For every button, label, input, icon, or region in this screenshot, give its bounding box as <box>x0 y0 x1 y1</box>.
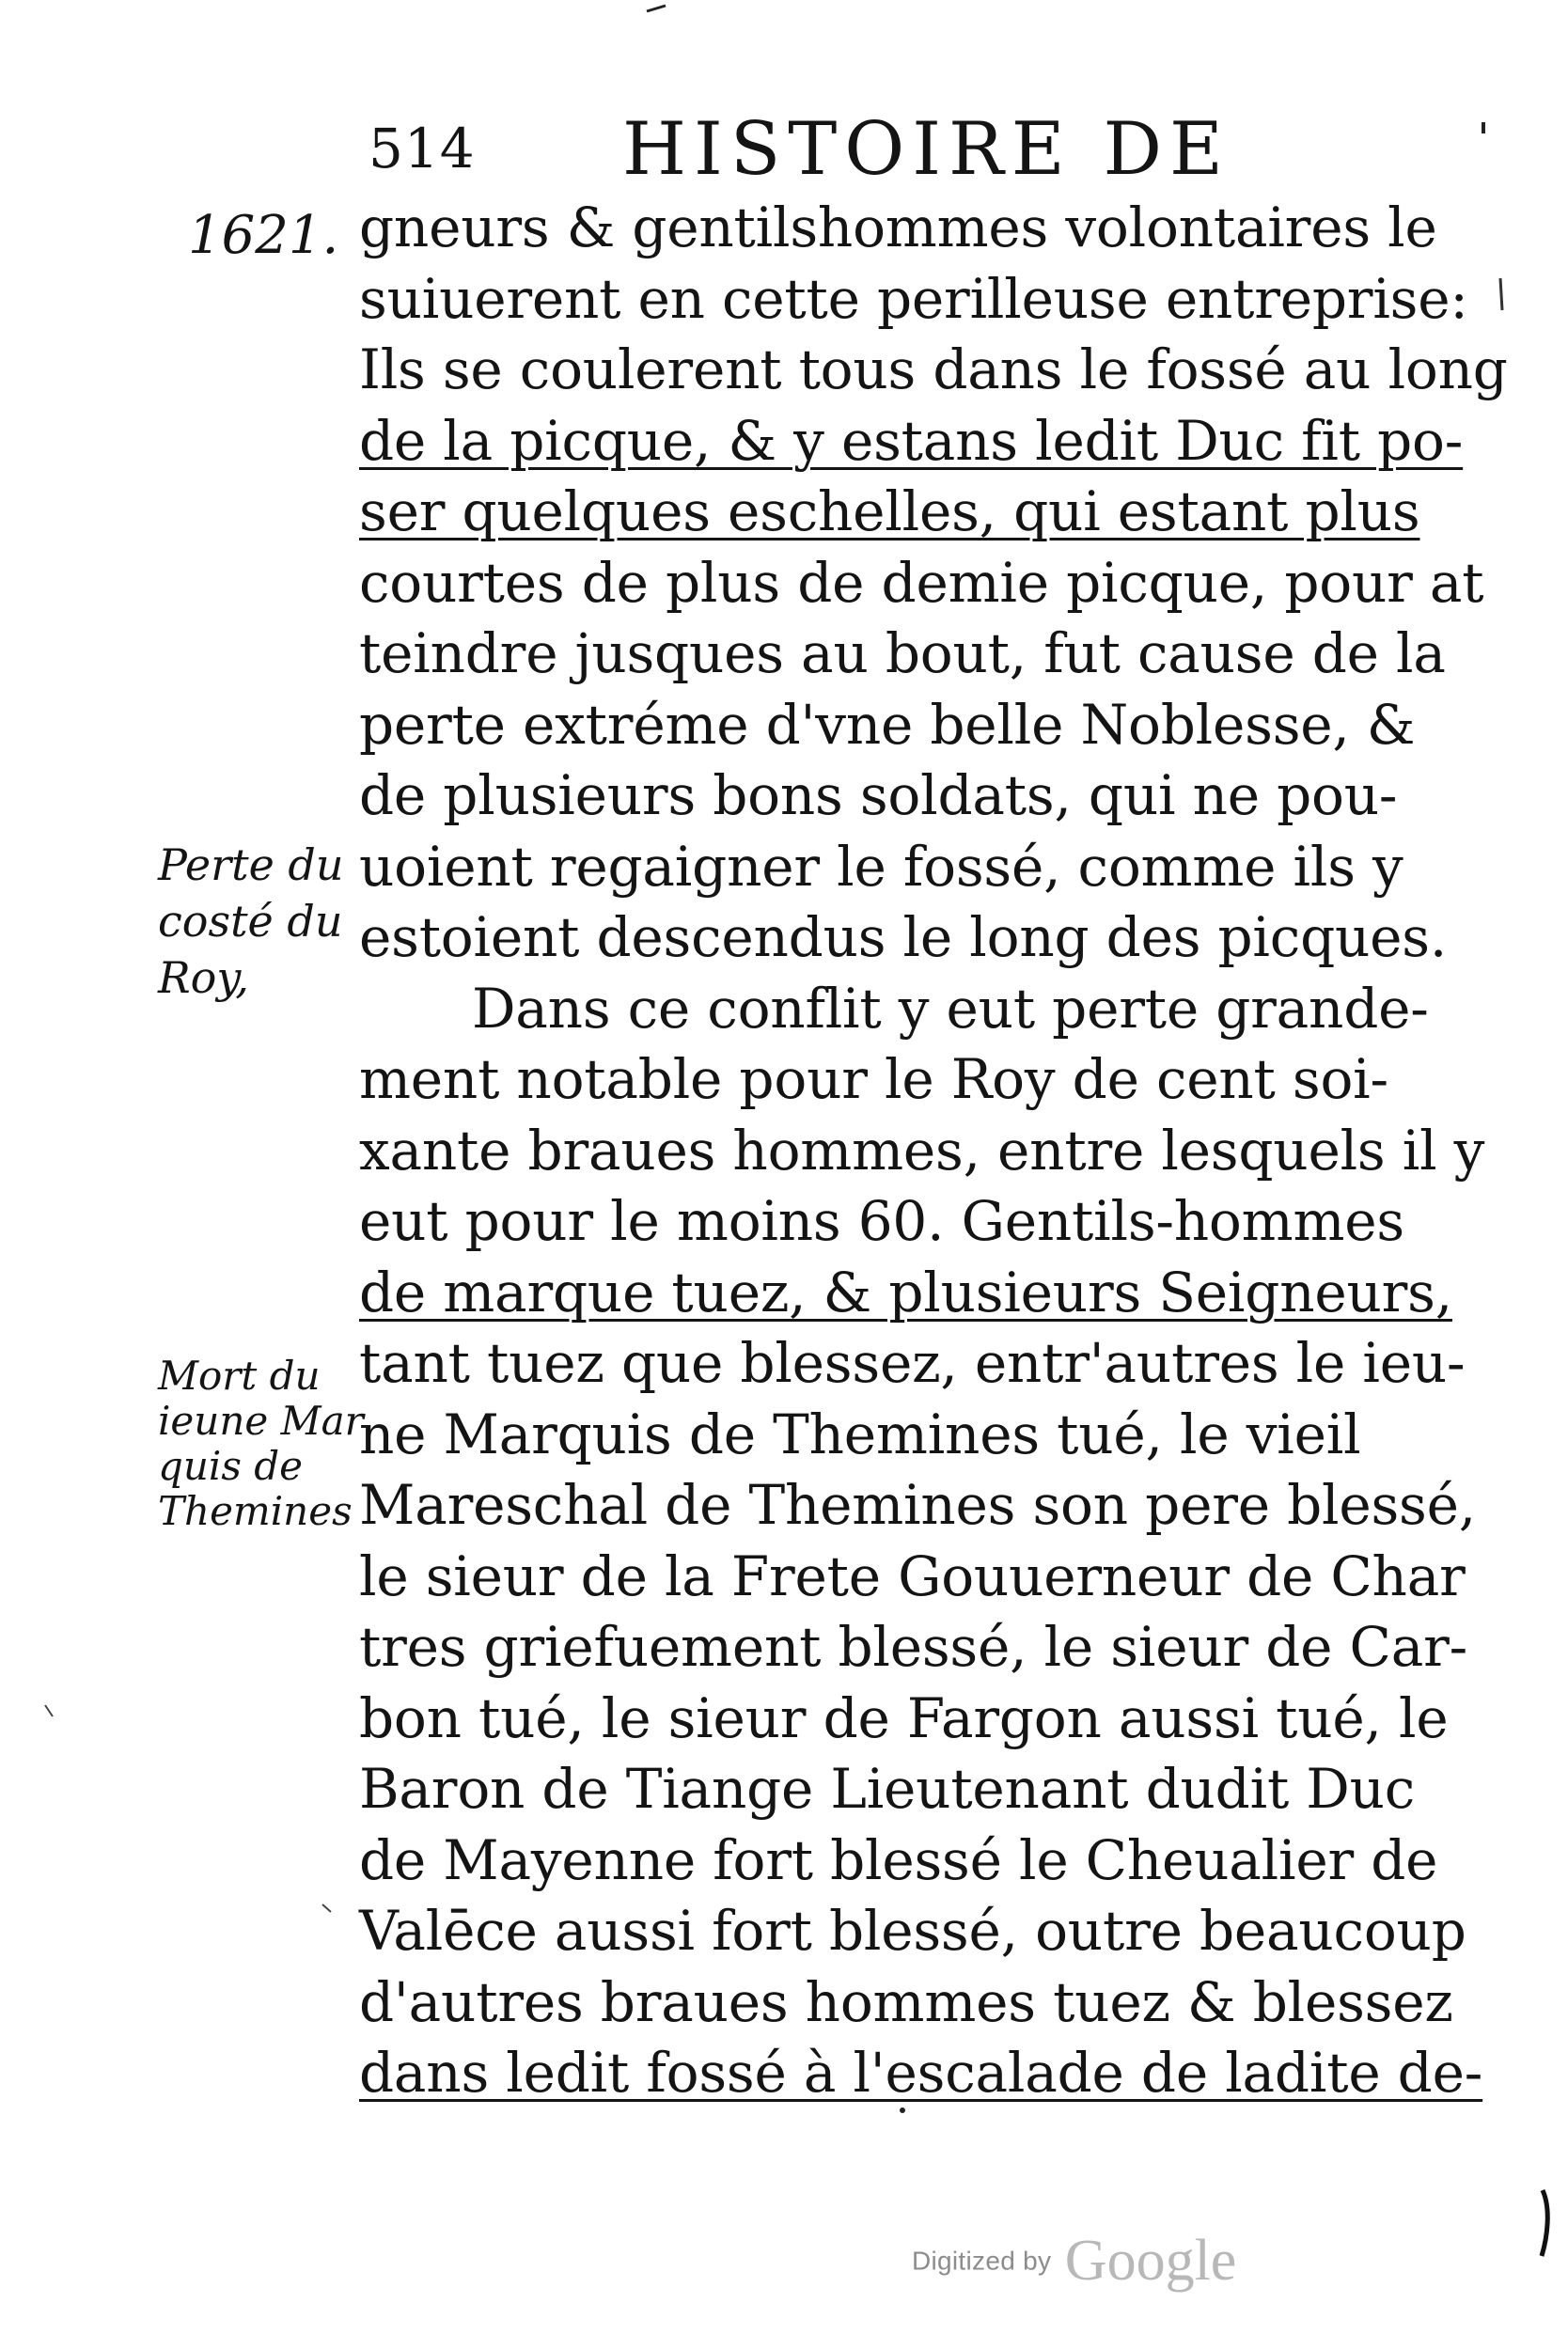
text-line: de Mayenne fort blessé le Cheualier de <box>359 1827 1438 1892</box>
scan-speck <box>1542 2190 1547 2256</box>
scan-speck <box>647 6 666 11</box>
margin-note-perte <box>158 837 382 1006</box>
text-line: bon tué, le sieur de Fargon aussi tué, le <box>359 1685 1449 1750</box>
margin-note-line: Mort du <box>158 1353 321 1399</box>
margin-note-mort <box>158 1354 382 1534</box>
text-line: uoient regaigner le fossé, comme ils y <box>359 834 1403 899</box>
margin-note-line: costé du <box>158 896 343 947</box>
text-line: suiuerent en cette perilleuse entreprise: <box>359 266 1468 331</box>
page-header <box>368 107 1252 201</box>
digitized-by-text: Digitized by <box>912 2246 1052 2276</box>
text-line: de la picque, & y estans ledit Duc fit po- <box>359 408 1464 473</box>
text-line: de plusieurs bons soldats, qui ne pou- <box>359 763 1398 827</box>
text-line: tres griefuement blessé, le sieur de Car- <box>359 1615 1468 1679</box>
text-line: Valēce aussi fort blessé, outre beaucoup <box>359 1899 1466 1963</box>
digitized-by-stamp <box>912 2228 1236 2295</box>
margin-year: 1621. <box>188 205 339 266</box>
text-line: ment notable pour le Roy de cent soi- <box>359 1047 1388 1111</box>
margin-note-line: quis de <box>158 1443 304 1489</box>
text-line: xante braues hommes, entre lesquels il y <box>359 1118 1485 1183</box>
margin-note-line: ieune Mar <box>158 1398 364 1444</box>
google-logo: Google <box>1064 2229 1237 2293</box>
text-line: d'autres braues hommes tuez & blessez <box>359 1969 1453 2034</box>
text-line: eut pour le moins 60. Gentils-hommes <box>359 1189 1404 1253</box>
text-line: courtes de plus de demie picque, pour at <box>359 550 1484 615</box>
text-line: dans ledit fossé à l'escalade de ladite de- <box>359 2041 1483 2105</box>
text-line: gneurs & gentilshommes volontaires le <box>359 196 1437 259</box>
text-line: ne Marquis de Themines tué, le vieil <box>359 1402 1361 1466</box>
text-line: de marque tuez, & plusieurs Seigneurs, <box>359 1260 1452 1324</box>
scan-speck <box>1500 278 1502 310</box>
text-line: Ils se coulerent tous dans le fossé au long <box>359 337 1508 401</box>
text-line: tant tuez que blessez, entr'autres le ieu- <box>359 1331 1466 1395</box>
text-line: Baron de Tiange Lieutenant dudit Duc <box>359 1757 1416 1821</box>
margin-note-line: Roy, <box>158 952 249 1003</box>
text-line: perte extréme d'vne belle Noblesse, & <box>359 692 1416 757</box>
text-line: teindre jusques au bout, fut cause de la <box>359 621 1446 685</box>
body-text <box>359 193 1508 2109</box>
margin-note-line: Themines <box>158 1488 353 1534</box>
text-line: ser quelques eschelles, qui estant plus <box>359 479 1420 543</box>
page-number: 514 <box>368 117 476 180</box>
margin-note-line: Perte du <box>158 839 344 890</box>
text-line: estoient descendus le long des picques. <box>359 905 1448 969</box>
running-title: HISTOIRE DE <box>622 107 1231 192</box>
text-line: Dans ce conflit y eut perte grande- <box>472 976 1429 1041</box>
text-line: le sieur de la Frete Gouuerneur de Char <box>359 1543 1466 1608</box>
scan-speck <box>45 1705 53 1716</box>
text-line: Mareschal de Themines son pere blessé, <box>359 1473 1476 1537</box>
scan-speck <box>322 1904 331 1912</box>
